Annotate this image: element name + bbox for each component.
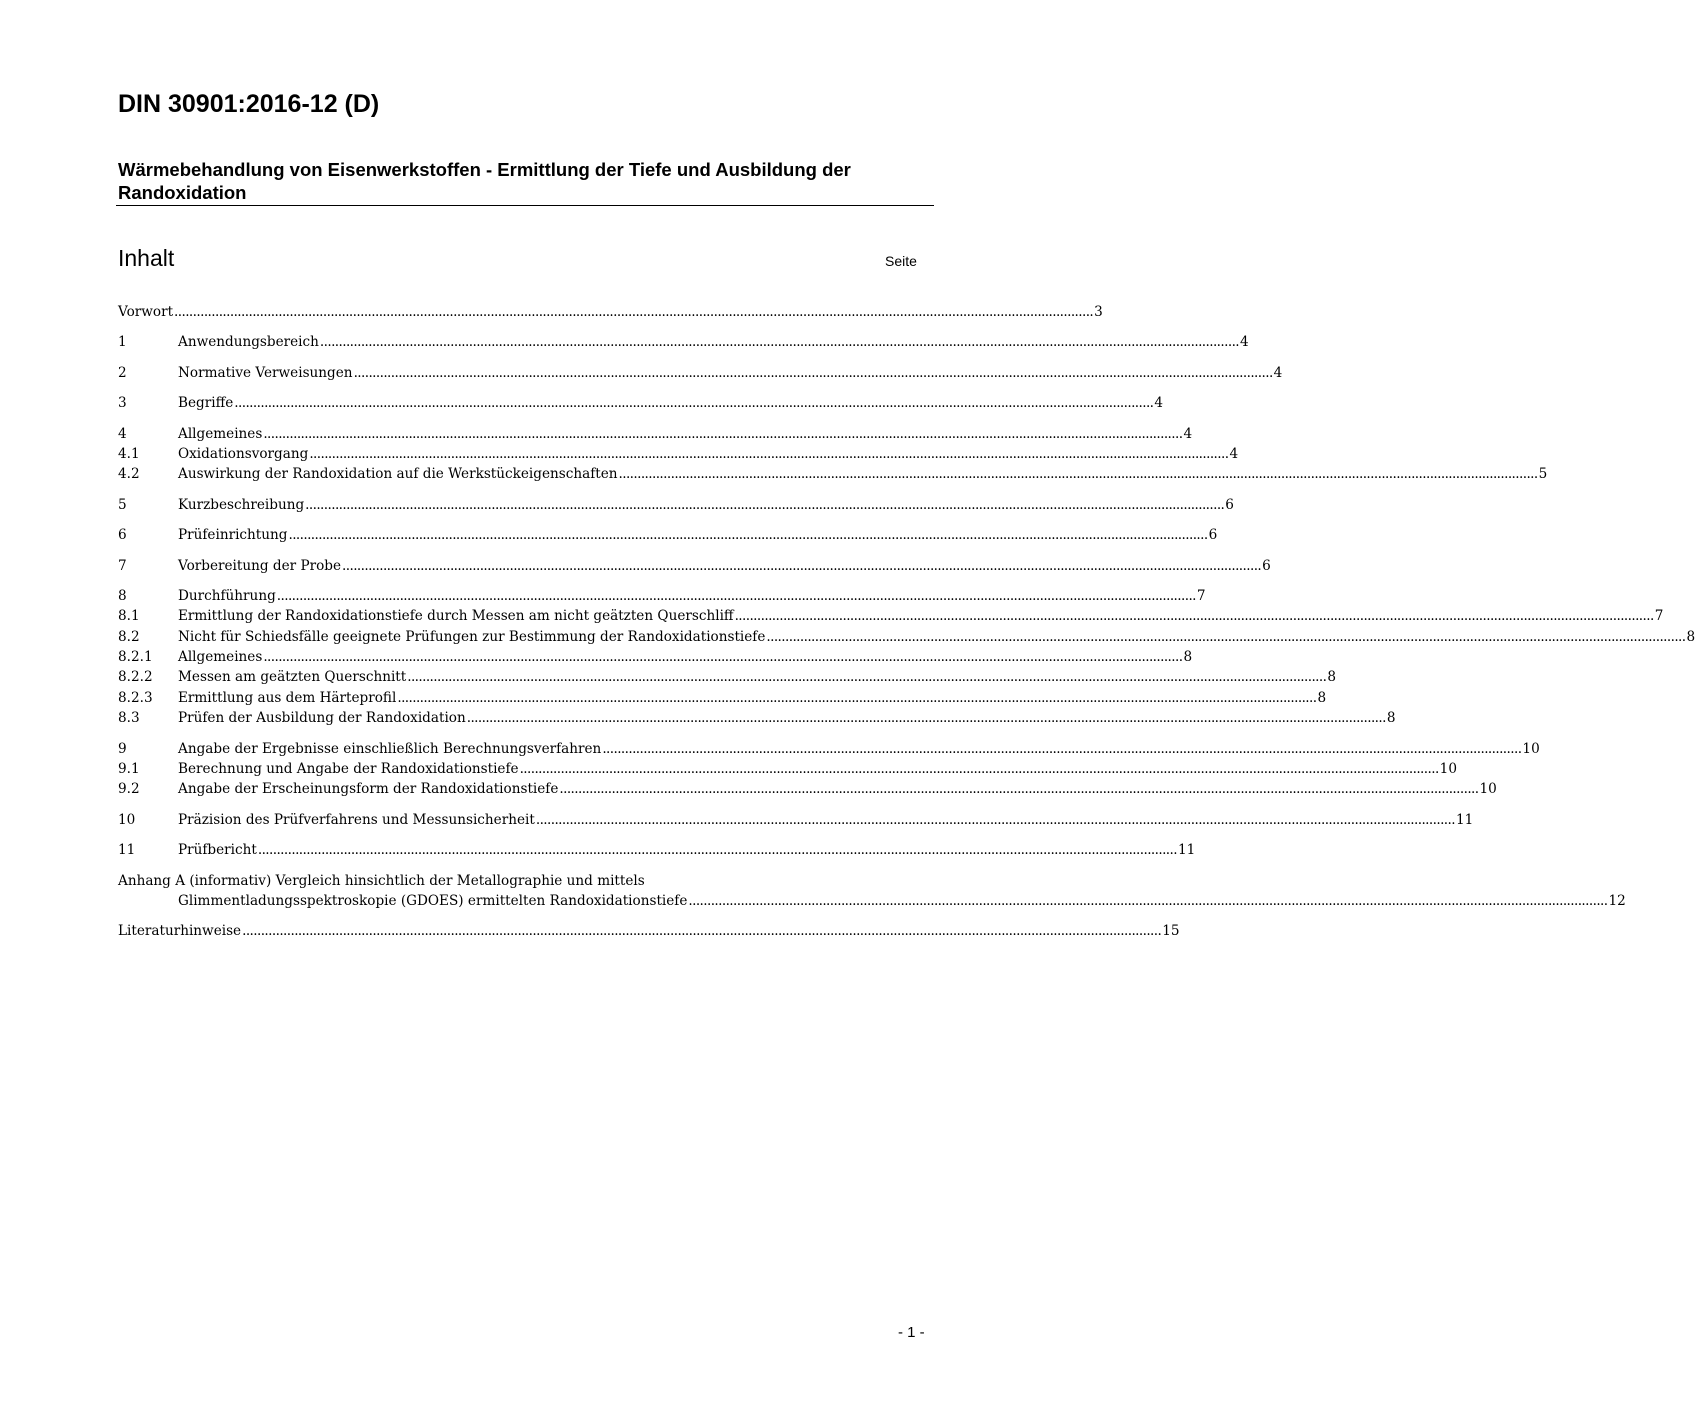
toc-entry-label: Anwendungsbereich (178, 334, 319, 351)
toc-entry-label: Literaturhinweise (118, 923, 242, 940)
toc-entry-label: Ermittlung der Randoxidationstiefe durch Messen am nicht geätzten Querschliff (178, 608, 734, 625)
toc-entry-label: Angabe der Ergebnisse einschließlich Berechnungsverfahren (178, 740, 602, 757)
toc-entry-page: 4 (1229, 445, 1239, 462)
toc-entry-6[interactable]: 6 Prüfeinrichtung ....................................................................................................................................................................................................................................................... 6 (118, 525, 931, 545)
toc-entry-page: 4 (1154, 395, 1164, 412)
toc-entry-number: 4.2 (118, 466, 140, 483)
toc-entry-8-2-3[interactable]: 8.2.3 Ermittlung aus dem Härteprofil ....................................................................................................................................................................................................................................................... 8 (118, 688, 931, 708)
toc-entry-page: 8 (1686, 628, 1695, 645)
toc-entry-number: 8.2.2 (118, 669, 153, 686)
toc-entry-page: 4 (1240, 334, 1249, 351)
toc-entry-label: Auswirkung der Randoxidation auf die Werkstückeigenschaften (178, 466, 618, 483)
document-title: Wärmebehandlung von Eisenwerkstoffen - Ermittlung der Tiefe und Ausbildung der Randoxidation (118, 159, 851, 203)
toc-entry-literatur[interactable]: Literaturhinweise ....................................................................................................................................................................................................................................................... 15 (118, 921, 931, 941)
toc-entry-label: Präzision des Prüfverfahrens und Messunsicherheit (178, 811, 535, 828)
toc-entry-8-2-2[interactable]: 8.2.2 Messen am geätzten Querschnitt ....................................................................................................................................................................................................................................................... 8 (118, 667, 931, 687)
toc-entry-number: 7 (118, 557, 127, 574)
toc-entry-number: 8 (118, 587, 127, 604)
toc-entry-8[interactable]: 8 Durchführung ....................................................................................................................................................................................................................................................... 7 (118, 586, 931, 606)
toc-entry-number: 9.1 (118, 761, 140, 778)
toc-entry-label: Messen am geätzten Querschnitt (178, 669, 407, 686)
toc-entry-label: Durchführung (178, 587, 276, 604)
toc-entry-label: Nicht für Schiedsfälle geeignete Prüfungen zur Bestimmung der Randoxidationstiefe (178, 628, 766, 645)
toc-entry-number: 4 (118, 425, 127, 442)
toc-entry-page: 6 (1262, 557, 1271, 574)
toc-entry-vorwort[interactable]: Vorwort ....................................................................................................................................................................................................................................................... 3 (118, 302, 931, 322)
toc-entry-3[interactable]: 3 Begriffe ....................................................................................................................................................................................................................................................... 4 (118, 393, 931, 413)
toc-entry-page: 12 (1608, 892, 1626, 909)
toc-entry-page: 3 (1094, 304, 1103, 320)
toc-entry-number: 2 (118, 364, 127, 381)
toc-entry-number: 8.1 (118, 608, 140, 625)
toc-entry-7[interactable]: 7 Vorbereitung der Probe ....................................................................................................................................................................................................................................................... 6 (118, 556, 931, 576)
toc-entry-page: 7 (1654, 608, 1664, 625)
toc-entry-page: 6 (1208, 527, 1218, 544)
toc-entry-number: 9.2 (118, 781, 140, 798)
toc-entry-page: 8 (1317, 689, 1327, 706)
toc-entry-label: Oxidationsvorgang (178, 445, 309, 462)
toc-entry-page: 5 (1538, 466, 1548, 483)
table-of-contents (118, 302, 1695, 942)
toc-entry-page: 8 (1183, 649, 1193, 666)
toc-entry-label: Prüfeinrichtung (178, 527, 288, 544)
toc-entry-number: 8.2.3 (118, 689, 153, 706)
toc-entry-anhang-a-cont[interactable]: Glimmentladungsspektroskopie (GDOES) ermittelten Randoxidationstiefe ....................................................................................................................................................................................................................................................... 12 (118, 891, 931, 911)
toc-entry-4[interactable]: 4 Allgemeines ....................................................................................................................................................................................................................................................... 4 (118, 424, 931, 444)
toc-entry-10[interactable]: 10 Präzision des Prüfverfahrens und Messunsicherheit ....................................................................................................................................................................................................................................................... 11 (118, 810, 931, 830)
toc-entry-9-2[interactable]: 9.2 Angabe der Erscheinungsform der Randoxidationstiefe ....................................................................................................................................................................................................................................................... 10 (118, 779, 931, 799)
toc-entry-9-1[interactable]: 9.1 Berechnung und Angabe der Randoxidationstiefe ....................................................................................................................................................................................................................................................... 10 (118, 759, 931, 779)
toc-entry-label: Allgemeines (178, 425, 263, 442)
toc-entry-page: 15 (1162, 923, 1180, 940)
page-column-label: Seite (885, 253, 917, 269)
toc-entry-number: 11 (118, 842, 136, 859)
toc-entry-label: Allgemeines (178, 649, 263, 666)
toc-entry-number: 8.2 (118, 628, 140, 645)
toc-entry-11[interactable]: 11 Prüfbericht ....................................................................................................................................................................................................................................................... 11 (118, 840, 931, 860)
document-id: DIN 30901:2016-12 (D) (118, 90, 380, 118)
toc-entry-label: Prüfen der Ausbildung der Randoxidation (178, 710, 466, 727)
toc-entry-label: Vorbereitung der Probe (178, 557, 342, 574)
title-divider (116, 205, 934, 206)
toc-entry-page: 10 (1439, 761, 1457, 778)
toc-entry-page: 4 (1273, 364, 1283, 381)
toc-entry-8-2[interactable]: 8.2 Nicht für Schiedsfälle geeignete Prüfungen zur Bestimmung der Randoxidationstiefe ....................................................................................................................................................................................................................................................... 8 (118, 627, 931, 647)
toc-entry-number: 3 (118, 395, 127, 412)
toc-entry-label: Vorwort (118, 304, 174, 320)
toc-entry-label: Glimmentladungsspektroskopie (GDOES) ermittelten Randoxidationstiefe (178, 892, 688, 909)
toc-entry-label: Ermittlung aus dem Härteprofil (178, 689, 397, 706)
toc-entry-8-2-1[interactable]: 8.2.1 Allgemeines ....................................................................................................................................................................................................................................................... 8 (118, 647, 931, 667)
toc-entry-number: 8.2.1 (118, 649, 153, 666)
toc-entry-label: Prüfbericht (178, 842, 257, 859)
toc-entry-number: 1 (118, 334, 127, 351)
toc-entry-label: Angabe der Erscheinungsform der Randoxidationstiefe (178, 781, 559, 798)
toc-entry-number: 5 (118, 496, 127, 513)
toc-entry-5[interactable]: 5 Kurzbeschreibung ....................................................................................................................................................................................................................................................... 6 (118, 495, 931, 515)
toc-entry-page: 10 (1522, 740, 1540, 757)
toc-entry-4-2[interactable]: 4.2 Auswirkung der Randoxidation auf die Werkstückeigenschaften ....................................................................................................................................................................................................................................................... 5 (118, 464, 931, 484)
toc-entry-1[interactable]: 1 Anwendungsbereich ....................................................................................................................................................................................................................................................... 4 (118, 332, 931, 352)
toc-entry-page: 11 (1455, 811, 1474, 828)
toc-entry-9[interactable]: 9 Angabe der Ergebnisse einschließlich Berechnungsverfahren ....................................................................................................................................................................................................................................................... 10 (118, 739, 931, 759)
toc-entry-number: 8.3 (118, 710, 140, 727)
toc-entry-number: 6 (118, 527, 127, 544)
toc-entry-2[interactable]: 2 Normative Verweisungen ....................................................................................................................................................................................................................................................... 4 (118, 363, 931, 383)
toc-entry-page: 4 (1183, 425, 1193, 442)
toc-entry-label: Anhang A (informativ) Vergleich hinsichtlich der Metallographie und mittels (118, 872, 645, 889)
toc-entry-number: 10 (118, 811, 136, 828)
toc-entry-label: Kurzbeschreibung (178, 496, 305, 513)
toc-entry-page: 7 (1196, 587, 1206, 604)
toc-entry-number: 4.1 (118, 445, 140, 462)
toc-entry-label: Normative Verweisungen (178, 364, 353, 381)
toc-entry-8-3[interactable]: 8.3 Prüfen der Ausbildung der Randoxidation ....................................................................................................................................................................................................................................................... 8 (118, 708, 931, 728)
toc-entry-4-1[interactable]: 4.1 Oxidationsvorgang ....................................................................................................................................................................................................................................................... 4 (118, 444, 931, 464)
toc-heading: Inhalt (118, 245, 175, 271)
toc-entry-page: 8 (1327, 669, 1336, 686)
toc-entry-label: Begriffe (178, 395, 234, 412)
toc-entry-page: 8 (1386, 710, 1396, 727)
toc-entry-8-1[interactable]: 8.1 Ermittlung der Randoxidationstiefe durch Messen am nicht geätzten Querschliff ....................................................................................................................................................................................................................................................... 7 (118, 606, 931, 626)
toc-entry-anhang-a[interactable] (118, 871, 931, 891)
toc-entry-label: Berechnung und Angabe der Randoxidationstiefe (178, 761, 519, 778)
toc-entry-page: 10 (1479, 781, 1497, 798)
toc-entry-number: 9 (118, 740, 127, 757)
toc-entry-page: 6 (1225, 496, 1234, 513)
toc-entry-page: 11 (1177, 842, 1196, 859)
page-number: - 1 - (898, 1324, 925, 1341)
